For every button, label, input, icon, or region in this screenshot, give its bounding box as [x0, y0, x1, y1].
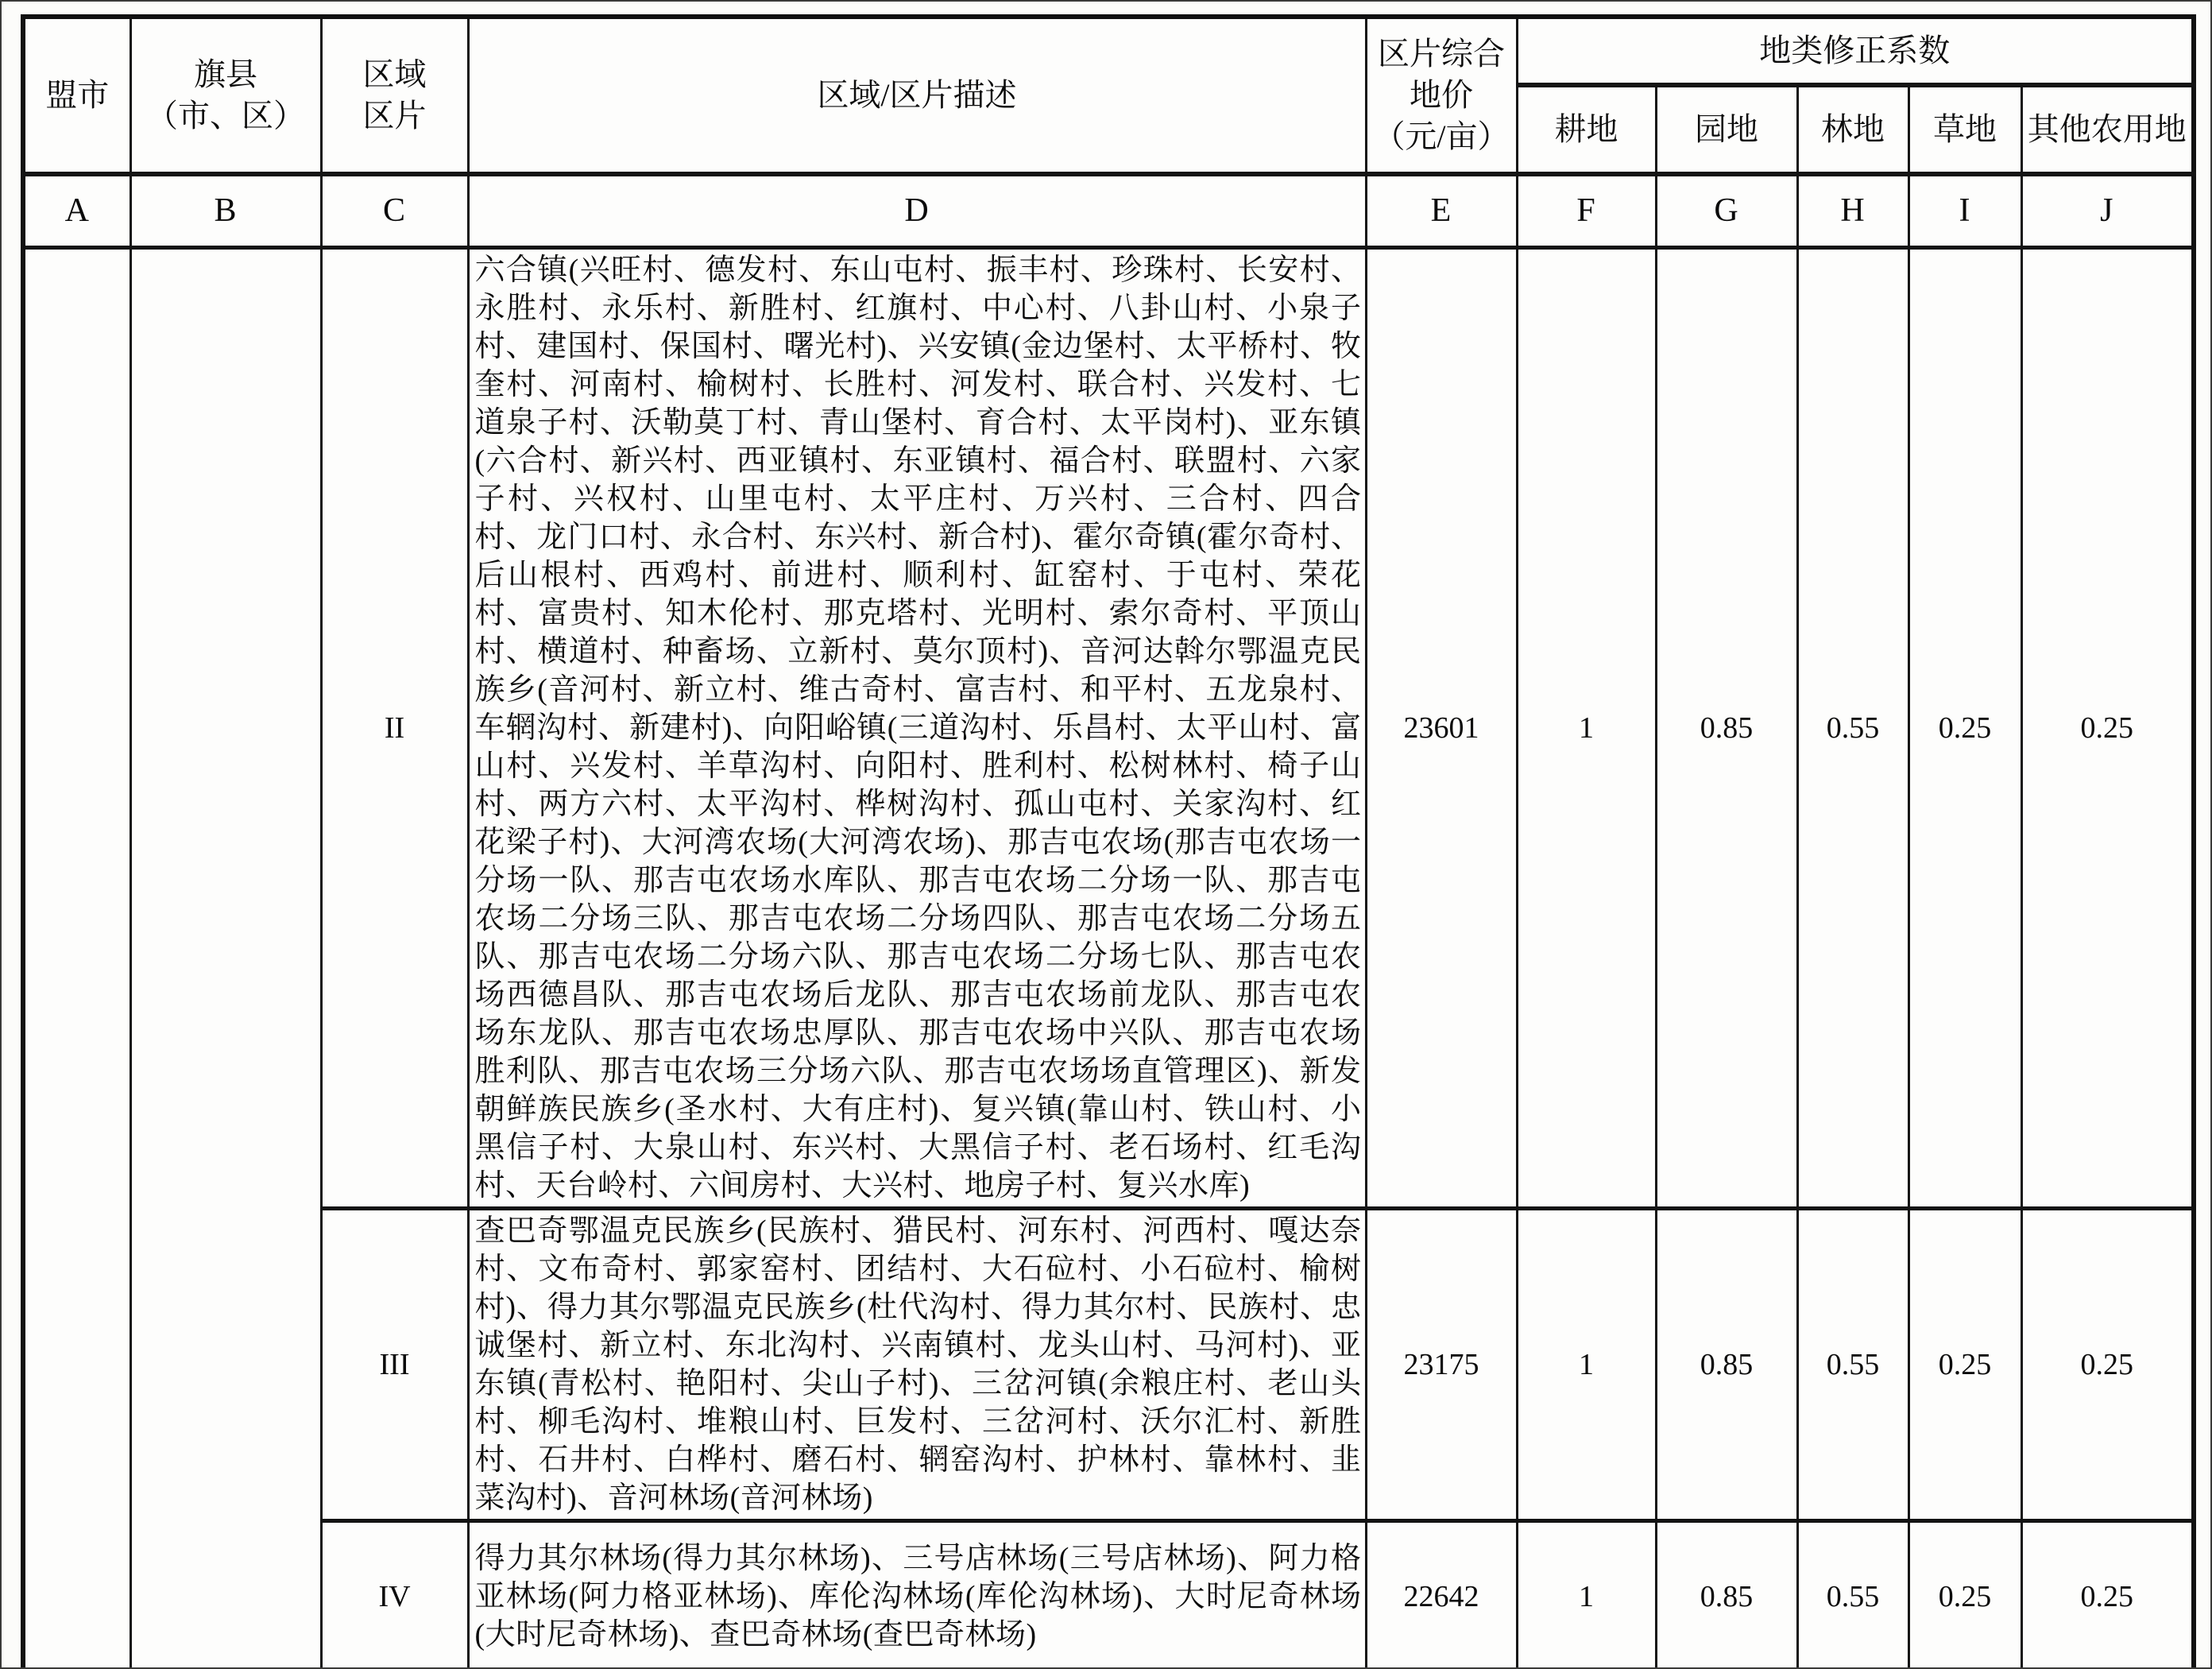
- header-league-city: [23, 17, 130, 174]
- coef-forest-row2: 0.55: [1797, 1208, 1908, 1520]
- coef-grassland-row3: 0.25: [1908, 1520, 2021, 1669]
- header-coef-forest: 林地: [1797, 85, 1908, 174]
- coef-forest-row3: 0.55: [1797, 1520, 1908, 1669]
- header-banner-county-line1: 旗县: [194, 56, 257, 92]
- header-league-city-label: 盟市: [45, 77, 110, 113]
- coef-other-row1: 0.25: [2021, 247, 2194, 1208]
- coef-garden-row1: 0.85: [1656, 247, 1797, 1208]
- header-zone-description: [468, 17, 1366, 174]
- coef-forest-row1: 0.55: [1797, 247, 1908, 1208]
- header-composite-price-line3: （元/亩）: [1373, 118, 1510, 154]
- header-coef-cultivated: 耕地: [1517, 85, 1656, 174]
- header-banner-county: [130, 17, 321, 174]
- header-coefficient-group: 地类修正系数: [1517, 17, 2194, 85]
- coef-other-row2: 0.25: [2021, 1208, 2194, 1520]
- header-composite-price-line2: 地价: [1410, 77, 1473, 113]
- header-zone-description-label: 区域/区片描述: [817, 77, 1017, 113]
- zone-description-row2: 查巴奇鄂温克民族乡(民族村、猎民村、河东村、河西村、嘎达奈村、文布奇村、郭家窑村、团结村、大石砬村、小石砬村、榆树村)、得力其尔鄂温克民族乡(杜代沟村、得力其尔村、民族村、忠诚堡村、新立村、东北沟村、兴南镇村、龙头山村、马河村)、亚东镇(青松村、艳阳村、尖山子村)、三岔河镇(余粮庄村、老山头村、柳毛沟村、堆粮山村、巨发村、三岔河村、沃尔汇村、新胜村、石井村、白桦村、磨石村、辋窑沟村、护林村、靠林村、韭菜沟村)、音河林场(音河林场): [468, 1208, 1366, 1520]
- column-letter-f: F: [1517, 174, 1656, 247]
- column-letter-c: C: [321, 174, 468, 247]
- header-composite-price-line1: 区片综合: [1378, 36, 1505, 72]
- header-zone: [321, 17, 468, 174]
- coef-grassland-row2: 0.25: [1908, 1208, 2021, 1520]
- column-letter-a: A: [23, 174, 130, 247]
- cell-banner-county-empty: [130, 247, 321, 1669]
- header-zone-line1: 区域: [362, 56, 427, 92]
- column-letter-e: E: [1366, 174, 1517, 247]
- column-letter-d: D: [468, 174, 1366, 247]
- header-composite-price: [1366, 17, 1517, 174]
- column-letter-g: G: [1656, 174, 1797, 247]
- header-coef-other: 其他农用地: [2021, 85, 2194, 174]
- header-zone-line2: 区片: [362, 98, 427, 134]
- coef-garden-row3: 0.85: [1656, 1520, 1797, 1669]
- column-letter-b: B: [130, 174, 321, 247]
- header-banner-county-line2: （市、区）: [146, 98, 305, 134]
- column-letter-j: J: [2021, 174, 2194, 247]
- price-row3: 22642: [1366, 1520, 1517, 1669]
- coef-grassland-row1: 0.25: [1908, 247, 2021, 1208]
- header-coef-grassland: 草地: [1908, 85, 2021, 174]
- column-letter-i: I: [1908, 174, 2021, 247]
- coef-other-row3: 0.25: [2021, 1520, 2194, 1669]
- zone-description-row1: 六合镇(兴旺村、德发村、东山屯村、振丰村、珍珠村、长安村、永胜村、永乐村、新胜村、红旗村、中心村、八卦山村、小泉子村、建国村、保国村、曙光村)、兴安镇(金边堡村、太平桥村、牧奎村、河南村、榆树村、长胜村、河发村、联合村、兴发村、七道泉子村、沃勒莫丁村、青山堡村、育合村、太平岗村)、亚东镇(六合村、新兴村、西亚镇村、东亚镇村、福合村、联盟村、六家子村、兴权村、山里屯村、太平庄村、万兴村、三合村、四合村、龙门口村、永合村、东兴村、新合村)、霍尔奇镇(霍尔奇村、后山根村、西鸡村、前进村、顺利村、缸窑村、于屯村、荣花村、富贵村、知木伦村、那克塔村、光明村、索尔奇村、平顶山村、横道村、种畜场、立新村、莫尔顶村)、音河达斡尔鄂温克民族乡(音河村、新立村、维古奇村、富吉村、和平村、五龙泉村、车辋沟村、新建村)、向阳峪镇(三道沟村、乐昌村、太平山村、富山村、兴发村、羊草沟村、向阳村、胜利村、松树林村、椅子山村、两方六村、太平沟村、桦树沟村、孤山屯村、关家沟村、红花梁子村)、大河湾农场(大河湾农场)、那吉屯农场(那吉屯农场一分场一队、那吉屯农场水库队、那吉屯农场二分场一队、那吉屯农场二分场三队、那吉屯农场二分场四队、那吉屯农场二分场五队、那吉屯农场二分场六队、那吉屯农场二分场七队、那吉屯农场西德昌队、那吉屯农场后龙队、那吉屯农场前龙队、那吉屯农场东龙队、那吉屯农场忠厚队、那吉屯农场中兴队、那吉屯农场胜利队、那吉屯农场三分场六队、那吉屯农场场直管理区)、新发朝鲜族民族乡(圣水村、大有庄村)、复兴镇(靠山村、铁山村、小黑信子村、大泉山村、东兴村、大黑信子村、老石场村、红毛沟村、天台岭村、六间房村、大兴村、地房子村、复兴水库): [468, 247, 1366, 1208]
- header-coef-garden: 园地: [1656, 85, 1797, 174]
- price-row1: 23601: [1366, 247, 1517, 1208]
- zone-label-row3: IV: [321, 1520, 468, 1669]
- coef-garden-row2: 0.85: [1656, 1208, 1797, 1520]
- zone-description-row3: 得力其尔林场(得力其尔林场)、三号店林场(三号店林场)、阿力格亚林场(阿力格亚林场)、库伦沟林场(库伦沟林场)、大时尼奇林场(大时尼奇林场)、查巴奇林场(查巴奇林场): [468, 1520, 1366, 1669]
- column-letter-h: H: [1797, 174, 1908, 247]
- coef-cultivated-row2: 1: [1517, 1208, 1656, 1520]
- coef-cultivated-row1: 1: [1517, 247, 1656, 1208]
- price-row2: 23175: [1366, 1208, 1517, 1520]
- zone-label-row1: II: [321, 247, 468, 1208]
- zone-label-row2: III: [321, 1208, 468, 1520]
- coef-cultivated-row3: 1: [1517, 1520, 1656, 1669]
- land-price-zone-table: [21, 14, 2196, 1669]
- cell-league-city-empty: [23, 247, 130, 1669]
